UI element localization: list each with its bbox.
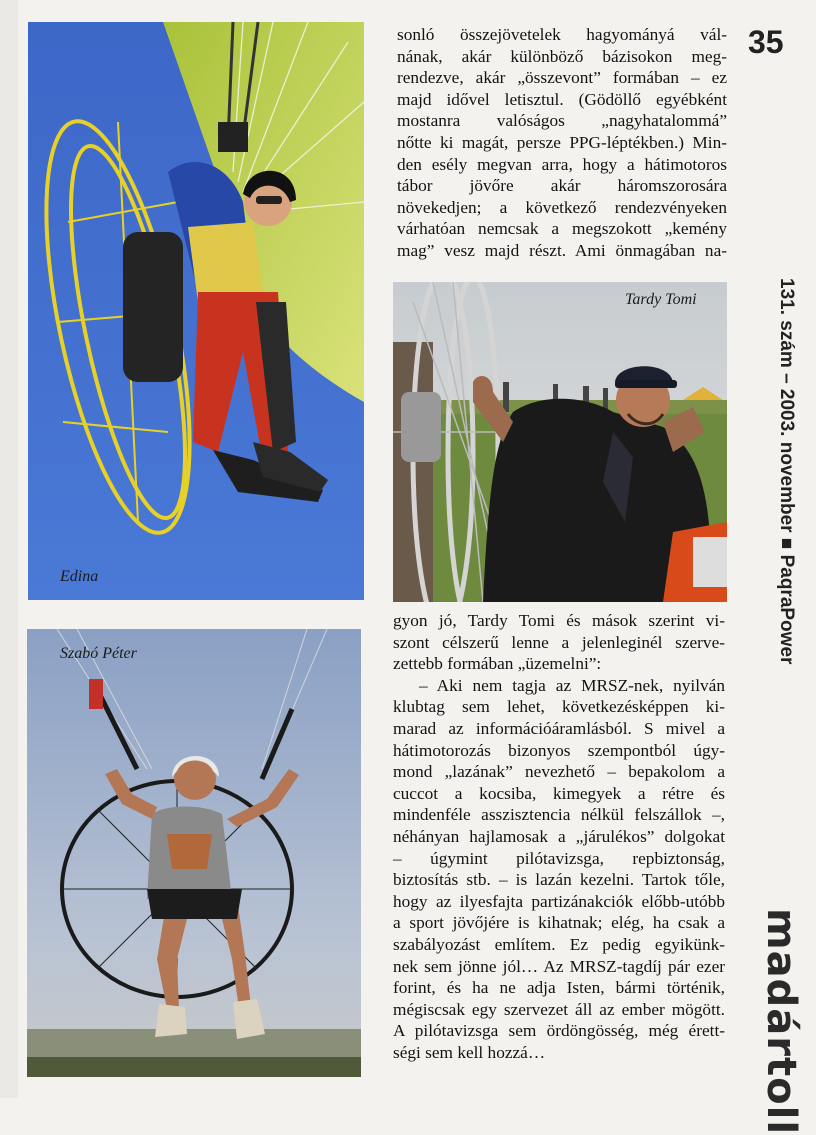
photo-caption-tardy-tomi: Tardy Tomi — [625, 291, 697, 308]
article-line: zettebb formában „üzemelni”: — [393, 654, 602, 674]
article-line: nek sem jönne jól… Az MRSZ-tagdíj pár ezer — [393, 956, 725, 976]
article-line: mindenféle asszisztencia nélkül felszállok –, — [393, 805, 725, 825]
article-line: növekedjen; a következő rendezvényeken — [397, 197, 727, 217]
article-line: a sport jövőjére is kihatnak; elég, ha csak a — [393, 913, 725, 933]
article-line: mond „lazának” nevezhető – bepakolom a — [393, 762, 725, 782]
issue-info-vertical: 131. szám – 2003. november ■ PaqraPower — [776, 278, 797, 665]
article-line: A pilótavizsga sem ördöngösség, még érett- — [393, 1021, 725, 1041]
article-line: szont célszerű lenne a jelenleginél szerve- — [393, 632, 725, 652]
photo-caption-edina: Edina — [60, 568, 99, 585]
article-line: sonló összejövetelek hagyományá vál- — [397, 25, 727, 44]
photo-edina — [28, 22, 364, 600]
article-line: nának, akár különböző bázisokon meg- — [397, 46, 727, 66]
article-line: rendezve, akár „összevont” formában – ez — [397, 68, 727, 88]
article-line: ségi sem kell hozzá… — [393, 1042, 546, 1062]
article-text-top — [397, 24, 727, 262]
article-text-bottom — [393, 610, 725, 1063]
article-line: mégiscsak egy szervezet áll az ember mögött. — [393, 999, 725, 1019]
edina-paramotor-illustration — [28, 22, 364, 600]
article-line: mag” vesz majd részt. Ami önmagában na- — [397, 240, 727, 260]
article-line: gyon jó, Tardy Tomi és mások szerint vi- — [393, 611, 725, 630]
article-line: hogy az ilyesfajta partizánakciók előbb-utóbb — [393, 891, 725, 911]
article-line: tábor jövőre akár háromszorosára — [397, 176, 727, 196]
article-line: néhányan hajlamosak a „járulékos” dolgokat — [393, 826, 725, 846]
page-gutter — [0, 0, 18, 1098]
article-line: hátimotorozás bizonyos szempontból úgy- — [393, 740, 725, 760]
article-line: – úgymint pilótavizsga, repbiztonság, — [393, 848, 725, 868]
photo-tardy-tomi — [393, 282, 727, 602]
szabo-peter-paramotor-illustration — [27, 629, 361, 1077]
article-line: klubtag sem lehet, következésképpen ki- — [393, 697, 725, 717]
photo-caption-szabo-peter: Szabó Péter — [60, 645, 137, 662]
article-line: marad az információáramlásból. S mivel a — [393, 718, 725, 738]
article-line: várhatóan nemcsak a megszokott „kemény — [397, 219, 727, 239]
article-line: den esély megvan arra, hogy a hátimotoros — [397, 154, 727, 174]
article-line: nőtte ki magát, persze PPG-léptékben.) Min- — [397, 132, 727, 152]
article-line: szabályozást említem. Ez pedig egyikünk- — [393, 934, 725, 954]
article-line: majd idővel letisztul. (Gödöllő egyébként — [397, 89, 727, 109]
article-line: cuccot a kocsiba, kimegyek a rétre és — [393, 783, 725, 803]
article-line: – Aki nem tagja az MRSZ-nek, nyilván — [419, 675, 725, 695]
tardy-tomi-photo-illustration — [393, 282, 727, 602]
page-number: 35 — [748, 24, 784, 60]
article-line: forint, és ha ne adja Isten, bármi történik, — [393, 978, 725, 998]
article-line: biztosítás stb. – is lazán kezelni. Tartok tőle, — [393, 870, 725, 890]
photo-szabo-peter — [27, 629, 361, 1077]
madartoll-logo: madártoll — [758, 908, 804, 1135]
article-line: mostanra valóságos „nagyhatalommá” — [397, 111, 727, 131]
